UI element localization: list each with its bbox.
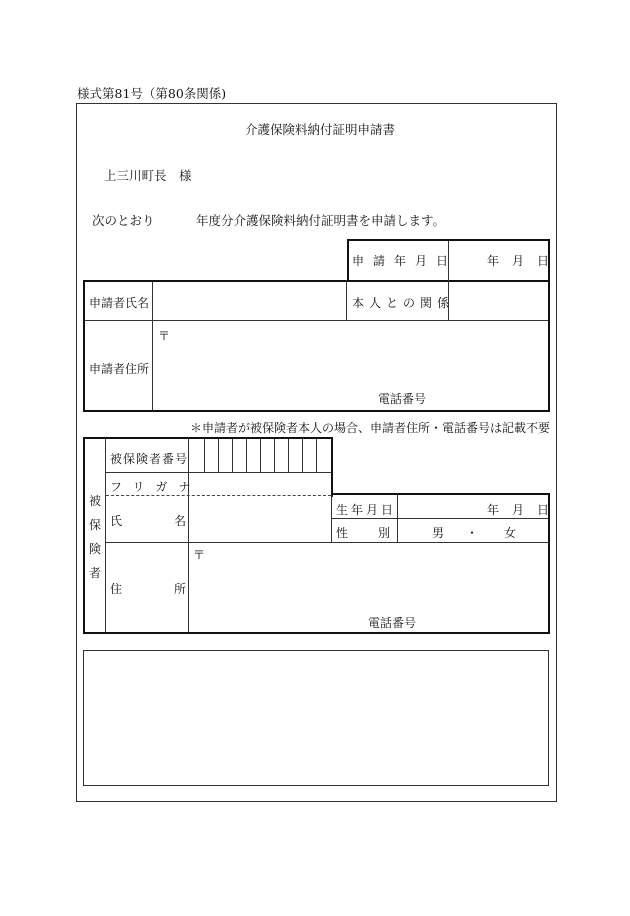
insured-phone-label: 電話番号 [368, 616, 417, 630]
application-date-year: 年 [487, 254, 500, 268]
form-title: 介護保険料納付証明申請書 [245, 122, 396, 137]
section-char-4: 者 [89, 566, 102, 580]
furigana-field[interactable] [189, 474, 331, 494]
applicant-name-label: 申請者氏名 [89, 296, 150, 310]
application-date-day: 日 [537, 254, 550, 268]
applicant-address-field[interactable] [154, 322, 548, 410]
application-date-label: 申請年月日 [352, 254, 458, 268]
insured-name-label-1: 氏 [110, 514, 123, 528]
remarks-box[interactable] [83, 650, 549, 786]
sex-label: 性別 [336, 526, 421, 540]
birth-month: 月 [512, 503, 525, 517]
applicant-name-field[interactable] [154, 283, 345, 319]
insured-address-label-2: 所 [174, 582, 187, 596]
applicant-phone-label: 電話番号 [378, 392, 427, 406]
addressee: 上三川町長 様 [104, 168, 192, 183]
section-char-2: 保 [89, 518, 102, 532]
insured-name-label-2: 名 [174, 514, 187, 528]
insured-number-label: 被保険者番号 [110, 452, 189, 466]
intro-prefix: 次のとおり [92, 213, 155, 228]
birth-year: 年 [487, 503, 500, 517]
insured-postal-mark-icon: 〒 [193, 548, 206, 562]
note-text: ＊申請者が被保険者本人の場合、申請者住所・電話番号は記載不要 [190, 421, 551, 435]
sex-separator: ・ [466, 526, 479, 540]
application-date-month: 月 [512, 254, 525, 268]
insured-address-label-1: 住 [110, 582, 123, 596]
birth-date-field[interactable] [399, 497, 548, 517]
section-char-1: 被 [89, 494, 102, 508]
relation-field[interactable] [450, 283, 548, 319]
insured-name-field[interactable] [189, 497, 331, 541]
birth-label: 生年月日 [336, 503, 397, 517]
furigana-label: フリガナ [110, 480, 202, 494]
section-char-3: 険 [89, 542, 102, 556]
intro-text: 年度分介護保険料納付証明書を申請します。 [196, 213, 446, 228]
postal-mark-icon: 〒 [158, 329, 171, 343]
sex-male-option[interactable]: 男 [432, 526, 445, 540]
sex-female-option[interactable]: 女 [504, 526, 517, 540]
relation-label: 本人との関係 [352, 296, 455, 310]
form-number: 様式第81号（第80条関係) [77, 86, 227, 101]
birth-day: 日 [537, 503, 550, 517]
applicant-address-label: 申請者住所 [89, 362, 150, 376]
insured-number-field[interactable] [189, 439, 331, 472]
